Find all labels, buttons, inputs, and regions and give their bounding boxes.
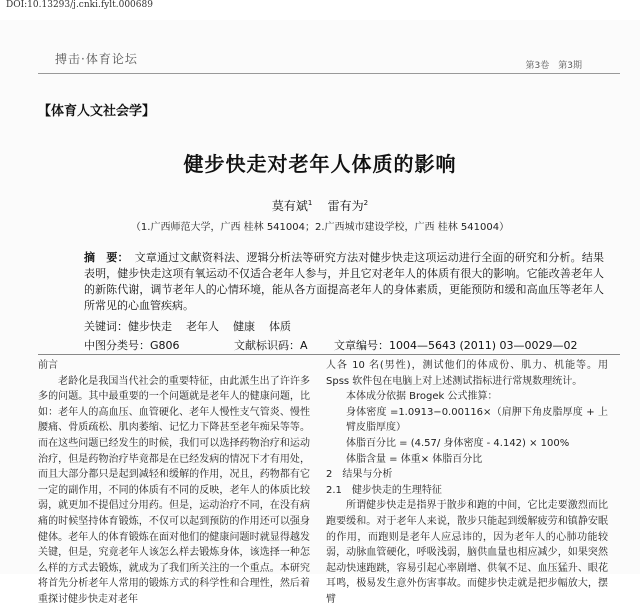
issue-label: 第3卷 第3期 xyxy=(525,61,582,71)
header-divider xyxy=(38,73,620,74)
clc-number: 中图分类号：G806 xyxy=(84,339,180,352)
paper-title: 健步快走对老年人体质的影响 xyxy=(183,152,457,176)
document-code: 文献标识码：A xyxy=(234,339,308,352)
body-divider xyxy=(38,354,620,355)
author-2-affil: 2 xyxy=(363,199,369,207)
abstract xyxy=(84,250,604,314)
author-1: 莫有斌 xyxy=(271,199,308,213)
body-paragraph: 人各 10 名(男性)，测试他们的体成份、肌力、机能等。用 Spss 软件包在电脑上对上述测试指标进行常规数理统计。 xyxy=(326,360,608,387)
journal-name: 搏击·体育论坛 xyxy=(55,52,138,66)
author-line xyxy=(0,197,640,214)
abstract-label: 摘 要： xyxy=(84,251,129,264)
author-2: 雷有为 xyxy=(327,199,364,213)
affiliation: （1.广西师范大学，广西 桂林 541004；2.广西城市建设学校，广西 桂林 541004） xyxy=(130,222,510,233)
body-paragraph: 所谓健步快走是指界于散步和跑的中间，它比走要激烈而比跑要缓和。对于老年人来说，散步只能起到缓解疲劳和镇静安眠的作用，而跑则是老年人应忌讳的，因为老年人的心肺功能较弱，动脉血管硬化，呼吸浅弱，脑供血量也相应减少，如果突然起动快速跑跳，容易引起心率剧增、供氧不足、血压猛升、眼花耳鸣，极易发生意外伤害事故。而健步快走就是把步幅放大，摆臂 xyxy=(326,500,608,605)
keywords xyxy=(84,318,305,334)
section-heading-results: 2 结果与分析 xyxy=(326,469,393,481)
keyword-item: 老年人 xyxy=(186,320,219,333)
formula-body-density: 身体密度 =1.0913−0.00116×（肩胛下角皮脂厚度 + 上臂皮脂厚度） xyxy=(346,406,608,434)
keywords-label: 关键词： xyxy=(84,320,128,333)
article-number: 文章编号：1004—5643 (2011) 03—0029—02 xyxy=(334,339,578,352)
doi-label: DOI:10.13293/j.cnki.fylt.000689 xyxy=(6,0,153,10)
section-heading-preface: 前言 xyxy=(38,360,58,371)
left-column xyxy=(38,358,310,608)
author-1-affil: 1 xyxy=(307,199,313,207)
body-paragraph: 本体成分依据 Brogek 公式推算： xyxy=(346,391,498,403)
subsection-heading: 2.1 健步快走的生理特征 xyxy=(326,484,442,496)
column-tag: 【体育人文社会学】 xyxy=(38,104,156,119)
keyword-item: 健步快走 xyxy=(128,320,172,333)
right-column xyxy=(326,358,608,608)
formula-body-fat-mass: 体脂含量 = 体重× 体脂百分比 xyxy=(346,453,483,465)
abstract-text: 文章通过文献资料法、逻辑分析法等研究方法对健步快走这项运动进行全面的研究和分析。结果表明，健步快走这项有氧运动不仅适合老年人参与，并且它对老年人的体质有很大的影响。它能改善老年人的新陈代谢，调节老年人的心情环境，能从各方面提高老年人的身体素质，更能预防和缓和高血压等老年人所常见的心血管疾病。 xyxy=(84,251,605,312)
formula-body-fat-percent: 体脂百分比 = (4.57/ 身体密度 - 4.142) × 100% xyxy=(346,437,570,449)
keyword-item: 体质 xyxy=(269,320,291,333)
keyword-item: 健康 xyxy=(233,320,255,333)
body-paragraph: 老龄化是我国当代社会的重要特征，由此派生出了许许多多的问题。其中最重要的一个问题就是老年人的健康问题，比如：老年人的高血压、血管硬化、老年人慢性支气管炎、慢性腰痛、骨质疏松、肌肉萎缩、记忆力下降甚至老年痴呆等等。而在这些问题已经发生的时候，我们可以选择药物治疗和运动治疗，但是药物治疗毕竟都是在已经发病的情况下才有用处，而且大部分都只是起到减轻和缓解的作用，况且，药物都有它一定的副作用，不同的体质有不同的反映，老年人的体质比较弱，就更加不提倡过分用药。但是，运动治疗不同，在没有病痛的时候坚持体育锻炼，不仅可以起到预防的作用还可以强身健体。老年人的体育锻炼在面对他们的健康问题时就显得越发关键，但是，究竟老年人该怎么样去锻炼身体，该选择一种怎么样的方式去锻炼，就成为了我们所关注的一个重点。本研究将首先分析老年人常用的锻炼方式的科学性和合理性，然后着重探讨健步快走对老年 xyxy=(38,375,310,605)
